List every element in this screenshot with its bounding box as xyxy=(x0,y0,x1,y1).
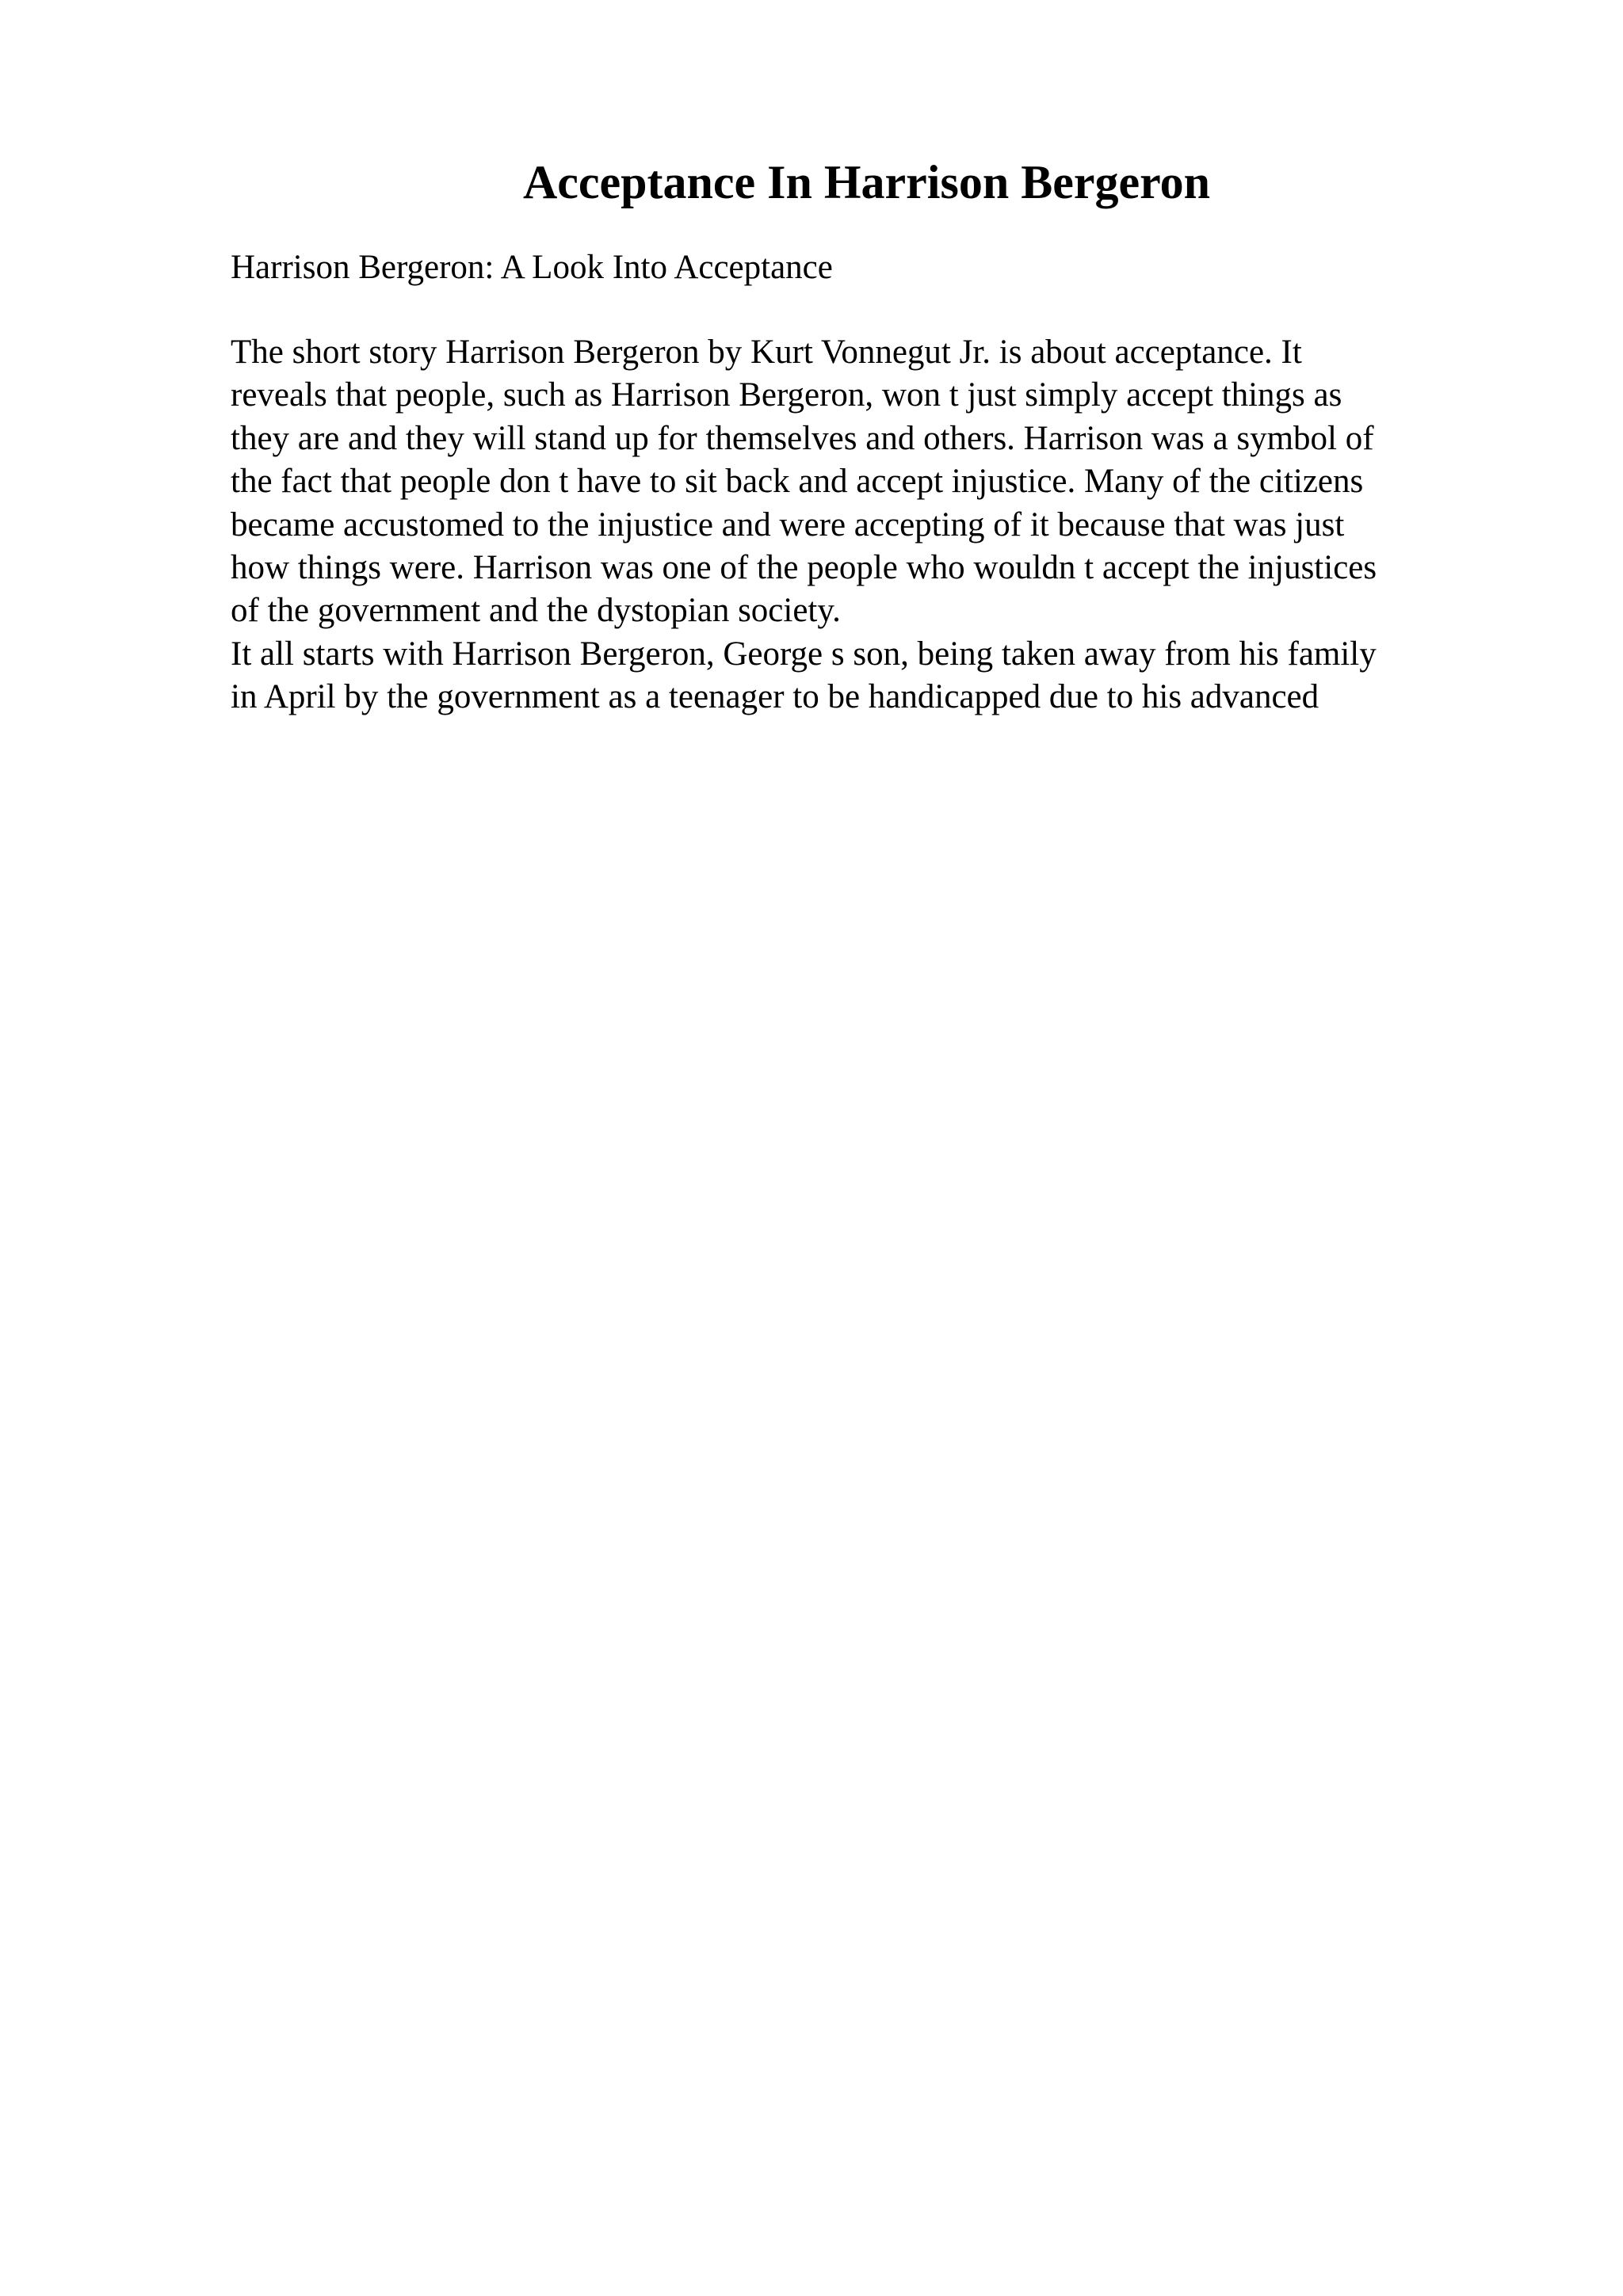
body-line: became accustomed to the injustice and were accepting of it because that was just xyxy=(231,505,1345,543)
body-line: in April by the government as a teenager to be handicapped due to his advanced xyxy=(231,678,1319,716)
body-line: The short story Harrison Bergeron by Kurt Vonnegut Jr. is about acceptance. It xyxy=(231,334,1302,371)
body-line: of the government and the dystopian society. xyxy=(231,592,841,630)
body-line: It all starts with Harrison Bergeron, George s son, being taken away from his family xyxy=(231,635,1377,673)
body-line: they are and they will stand up for themselves and others. Harrison was a symbol of xyxy=(231,419,1374,457)
body-paragraph xyxy=(231,331,1499,719)
body-line: how things were. Harrison was one of the people who wouldn t accept the injustices xyxy=(231,549,1377,587)
body-line: the fact that people don t have to sit back and accept injustice. Many of the citizens xyxy=(231,463,1364,501)
document-title: Acceptance In Harrison Bergeron xyxy=(522,156,1211,208)
body-line: reveals that people, such as Harrison Bergeron, won t just simply accept things as xyxy=(231,376,1342,414)
document-subtitle: Harrison Bergeron: A Look Into Acceptance xyxy=(231,249,833,286)
